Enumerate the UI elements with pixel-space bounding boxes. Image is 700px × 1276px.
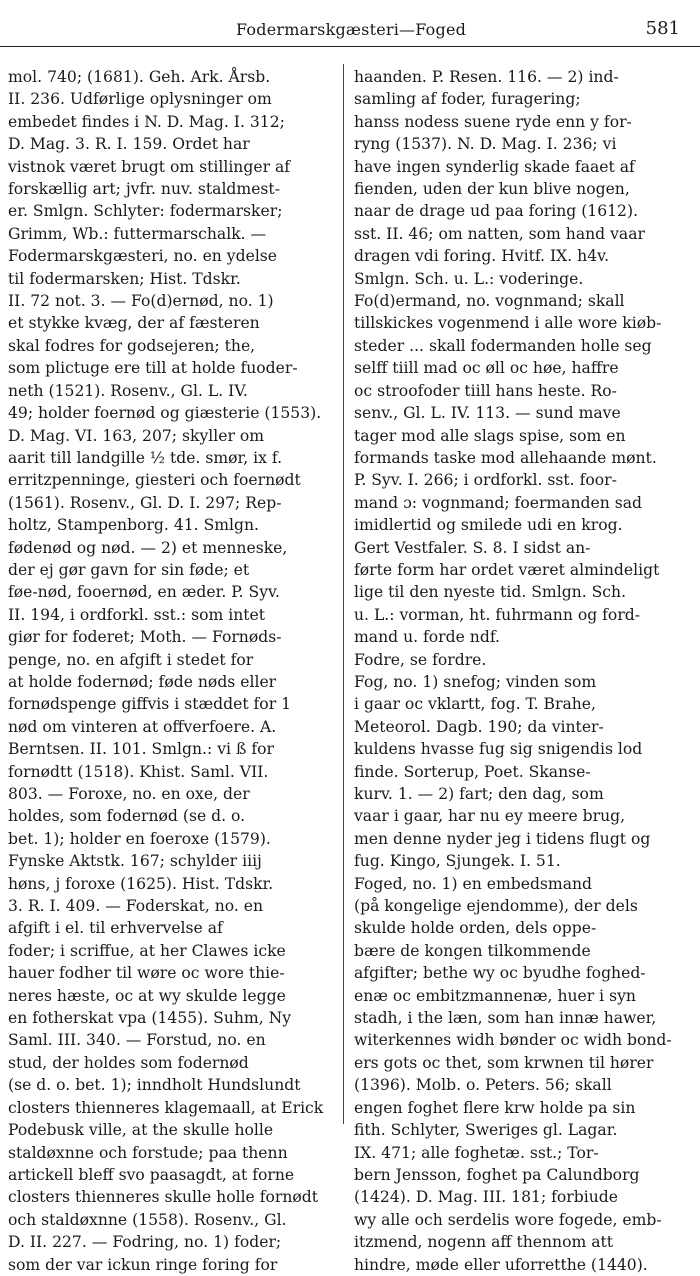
text-line: II. 236. Udførlige oplysninger om xyxy=(8,90,272,109)
text-line: aarit till landgille ½ tde. smør, ix f. xyxy=(8,448,283,467)
text-line: u. L.: vorman, ht. fuhrmann og ford- xyxy=(354,605,641,624)
text-line: 3. R. I. 409. — Foderskat, no. en xyxy=(8,897,264,916)
text-line: Fynske Aktstk. 167; schylder iiij xyxy=(8,852,262,871)
text-line: erritzpenninge, giesteri och foernødt xyxy=(8,471,301,490)
text-line: closters thienneres skulle holle fornødt xyxy=(8,1188,319,1207)
text-line: stud, der holdes som fodernød xyxy=(8,1053,249,1072)
text-line: och staldøxnne (1558). Rosenv., Gl. xyxy=(8,1210,287,1229)
left-column xyxy=(8,66,340,1276)
text-line: nød om vinteren at offverfoere. A. xyxy=(8,717,277,736)
text-line: have ingen synderlig skade faaet af xyxy=(354,157,635,176)
text-line: staldøxnne och forstude; paa thenn xyxy=(8,1143,288,1162)
text-line: fornødspenge giffvis i stæddet for 1 xyxy=(8,695,292,714)
text-line: stadh, i the læn, som han innæ hawer, xyxy=(354,1009,657,1028)
text-line: tager mod alle slags spise, som en xyxy=(354,426,626,445)
text-line: (1561). Rosenv., Gl. D. I. 297; Rep- xyxy=(8,493,282,512)
text-line: hanss nodess suene ryde enn y for- xyxy=(354,112,632,131)
text-line: holdes, som fodernød (se d. o. xyxy=(8,807,246,826)
text-line: et stykke kvæg, der af fæsteren xyxy=(8,314,260,333)
text-line: hindre, møde eller uforretthe (1440). xyxy=(354,1255,648,1274)
text-line: fødenød og nød. — 2) et menneske, xyxy=(8,538,288,557)
text-line: som der var ickun ringe foring for xyxy=(8,1255,278,1274)
text-line: foder; i scriffue, at her Clawes icke xyxy=(8,941,286,960)
text-line: der ej gør gavn for sin føde; et xyxy=(8,560,250,579)
text-line: finde. Sorterup, Poet. Skanse- xyxy=(354,762,591,781)
text-line: itzmend, nogenn aff thennom att xyxy=(354,1233,614,1252)
text-line: sst. II. 46; om natten, som hand vaar xyxy=(354,224,645,243)
page-header xyxy=(0,16,700,47)
text-line: Foged, no. 1) en embedsmand xyxy=(354,874,593,893)
text-line: Smlgn. Sch. u. L.: voderinge. xyxy=(354,269,584,288)
text-line: naar de drage ud paa foring (1612). xyxy=(354,202,639,221)
text-line: forskællig art; jvfr. nuv. staldmest- xyxy=(8,180,280,199)
text-line: IX. 471; alle foghetæ. sst.; Tor- xyxy=(354,1143,599,1162)
text-line: 803. — Foroxe, no. en oxe, der xyxy=(8,785,250,803)
text-line: fienden, uden der kun blive nogen, xyxy=(354,180,630,199)
text-line: (se d. o. bet. 1); inndholt Hundslundt xyxy=(8,1076,301,1095)
text-line: Berntsen. II. 101. Smlgn.: vi ß for xyxy=(8,740,274,759)
text-line: afgift i el. til erhvervelse af xyxy=(8,919,223,938)
text-line: bet. 1); holder en foeroxe (1579). xyxy=(8,829,271,848)
text-line: Saml. III. 340. — Forstud, no. en xyxy=(8,1031,266,1050)
text-line: imidlertid og smilede udi en krog. xyxy=(354,516,623,535)
text-line: Podebusk ville, at the skulle holle xyxy=(8,1121,274,1140)
text-line: skulde holde orden, dels oppe- xyxy=(354,919,597,938)
text-line: men denne nyder jeg i tidens flugt og xyxy=(354,829,651,848)
text-line: embedet findes i N. D. Mag. I. 312; xyxy=(8,112,285,131)
text-line: ers gots oc thet, som krwnen til hører xyxy=(354,1053,654,1072)
text-line: steder ... skall fodermanden holle seg xyxy=(354,336,652,355)
text-line: closters thienneres klagemaall, at Erick xyxy=(8,1098,324,1117)
running-head: Fodermarskgæsteri—Foged xyxy=(236,20,467,39)
text-line: fug. Kingo, Sjungek. I. 51. xyxy=(354,852,561,871)
text-line: D. Mag. 3. R. I. 159. Ordet har xyxy=(8,135,250,154)
text-line: holtz, Stampenborg. 41. Smlgn. xyxy=(8,516,260,535)
text-line: til fodermarsken; Hist. Tdskr. xyxy=(8,269,241,288)
text-line: fith. Schlyter, Sweriges gl. Lagar. xyxy=(354,1121,618,1140)
text-line: artickell bleff svo paasagdt, at forne xyxy=(8,1165,295,1184)
text-line: II. 194, i ordforkl. sst.: som intet xyxy=(8,605,266,624)
text-line: vistnok været brugt om stillinger af xyxy=(8,157,291,176)
text-line: Fodermarskgæsteri, no. en ydelse xyxy=(8,247,278,266)
text-line: ryng (1537). N. D. Mag. I. 236; vi xyxy=(354,135,617,154)
text-line: kuldens hvasse fug sig snigendis lod xyxy=(354,740,643,759)
text-line: er. Smlgn. Schlyter: fodermarsker; xyxy=(8,202,283,221)
text-line: witerkennes widh bønder oc widh bond- xyxy=(354,1031,672,1050)
text-line: senv., Gl. L. IV. 113. — sund mave xyxy=(354,404,621,423)
text-line: samling af foder, furagering; xyxy=(354,90,581,109)
text-line: (1424). D. Mag. III. 181; forbiude xyxy=(354,1188,618,1207)
text-line: at holde fodernød; føde nøds eller xyxy=(8,672,277,691)
text-line: kurv. 1. — 2) fart; den dag, som xyxy=(354,785,604,803)
page-number: 581 xyxy=(645,18,680,39)
text-line: en fotherskat vpa (1455). Suhm, Ny xyxy=(8,1009,292,1028)
column-divider xyxy=(343,64,344,1124)
text-line: giør for foderet; Moth. — Fornøds- xyxy=(8,628,282,647)
text-line: Fodre, se fordre. xyxy=(354,650,487,669)
right-column xyxy=(354,66,686,1276)
text-line: Fog, no. 1) snefog; vinden som xyxy=(354,672,597,691)
text-line: hauer fodher til wøre oc wore thie- xyxy=(8,964,285,983)
text-line: 49; holder foernød og giæsterie (1553). xyxy=(8,404,322,423)
text-line: afgifter; bethe wy oc byudhe foghed- xyxy=(354,964,646,983)
text-line: Fo(d)ermand, no. vognmand; skall xyxy=(354,292,625,311)
text-line: dragen vdi foring. Hvitf. IX. h4v. xyxy=(354,247,610,266)
text-line: engen foghet flere krw holde pa sin xyxy=(354,1098,636,1117)
text-line: oc stroofoder tiill hans heste. Ro- xyxy=(354,381,617,400)
text-line: neres hæste, oc at wy skulde legge xyxy=(8,986,286,1005)
text-line: penge, no. en afgift i stedet for xyxy=(8,650,254,669)
text-line: neth (1521). Rosenv., Gl. L. IV. xyxy=(8,381,248,400)
text-line: føe-nød, fooernød, en æder. P. Syv. xyxy=(8,583,280,602)
text-line: wy alle och serdelis wore fogede, emb- xyxy=(354,1210,662,1229)
text-line: tillskickes vogenmend i alle wore kiøb- xyxy=(354,314,662,333)
text-line: mand u. forde ndf. xyxy=(354,628,501,647)
text-line: P. Syv. I. 266; i ordforkl. sst. foor- xyxy=(354,471,617,490)
text-line: Gert Vestfaler. S. 8. I sidst an- xyxy=(354,538,591,557)
text-line: formands taske mod allehaande mønt. xyxy=(354,448,657,467)
text-line: D. Mag. VI. 163, 207; skyller om xyxy=(8,426,265,445)
text-line: bære de kongen tilkommende xyxy=(354,941,591,960)
text-line: (på kongelige ejendomme), der dels xyxy=(354,897,638,916)
text-line: bern Jensson, foghet pa Calundborg xyxy=(354,1165,640,1184)
text-line: enæ oc embitzmannenæ, huer i syn xyxy=(354,986,636,1005)
text-line: (1396). Molb. o. Peters. 56; skall xyxy=(354,1076,612,1095)
text-line: førte form har ordet været almindeligt xyxy=(354,560,660,579)
text-line: vaar i gaar, har nu ey meere brug, xyxy=(354,807,626,826)
text-line: som plictuge ere till at holde fuoder- xyxy=(8,359,298,378)
text-line: i gaar oc vklartt, fog. T. Brahe, xyxy=(354,695,596,714)
text-line: haanden. P. Resen. 116. — 2) ind- xyxy=(354,68,619,86)
text-line: lige til den nyeste tid. Smlgn. Sch. xyxy=(354,583,627,602)
text-line: fornødtt (1518). Khist. Saml. VII. xyxy=(8,762,269,781)
text-line: D. II. 227. — Fodring, no. 1) foder; xyxy=(8,1233,282,1252)
text-line: høns, j foroxe (1625). Hist. Tdskr. xyxy=(8,874,274,893)
text-line: skal fodres for godsejeren; the, xyxy=(8,336,256,355)
text-line: Grimm, Wb.: futtermarschalk. — xyxy=(8,224,267,243)
text-line: II. 72 not. 3. — Fo(d)ernød, no. 1) xyxy=(8,292,274,311)
text-line: selff tiill mad oc øll oc høe, haffre xyxy=(354,359,619,378)
text-line: Meteorol. Dagb. 190; da vinter- xyxy=(354,717,604,736)
text-line: mol. 740; (1681). Geh. Ark. Årsb. xyxy=(8,68,271,86)
text-line: mand ɔ: vognmand; foermanden sad xyxy=(354,493,643,512)
